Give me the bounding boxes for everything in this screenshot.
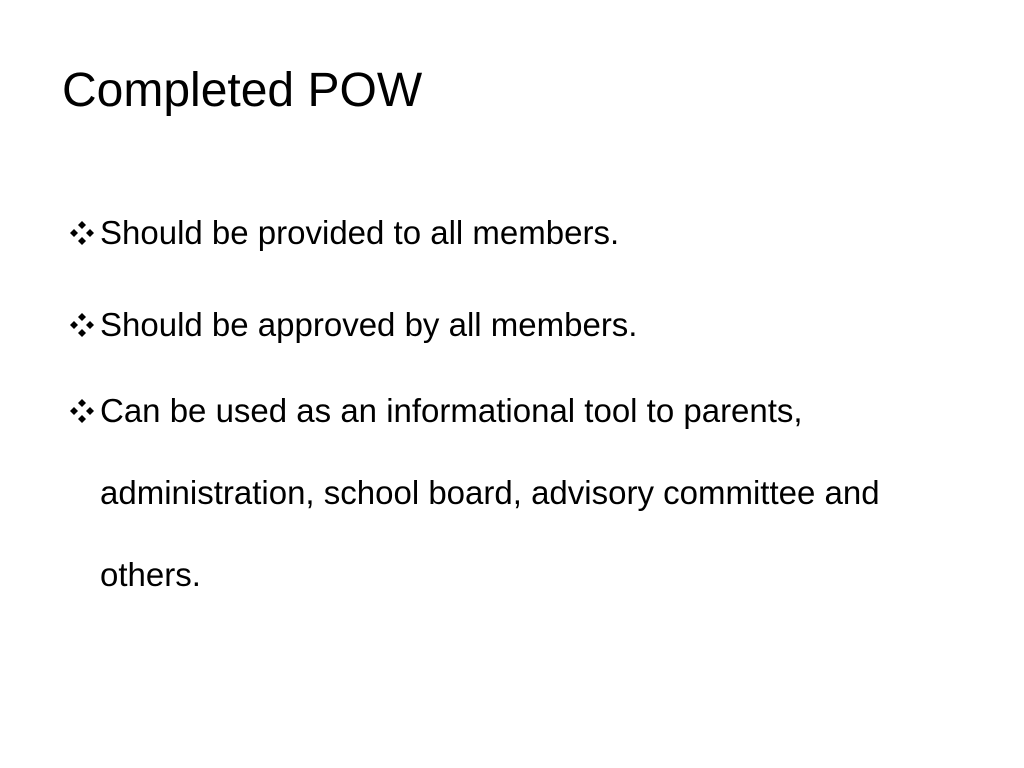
slide-title: Completed POW	[62, 64, 423, 117]
bullet-text: Can be used as an informational tool to parents, administration, school board, advisory committee and others.	[100, 392, 880, 593]
bullet-item	[64, 383, 964, 616]
bullet-item	[64, 297, 964, 353]
bullet-text: Should be approved by all members.	[100, 306, 638, 343]
diamond-quad-bullet-icon	[64, 383, 100, 439]
bullet-list	[64, 205, 964, 616]
diamond-quad-bullet-icon	[64, 297, 100, 353]
diamond-quad-bullet-icon	[64, 205, 100, 261]
bullet-item	[64, 205, 964, 261]
bullet-text: Should be provided to all members.	[100, 214, 620, 251]
